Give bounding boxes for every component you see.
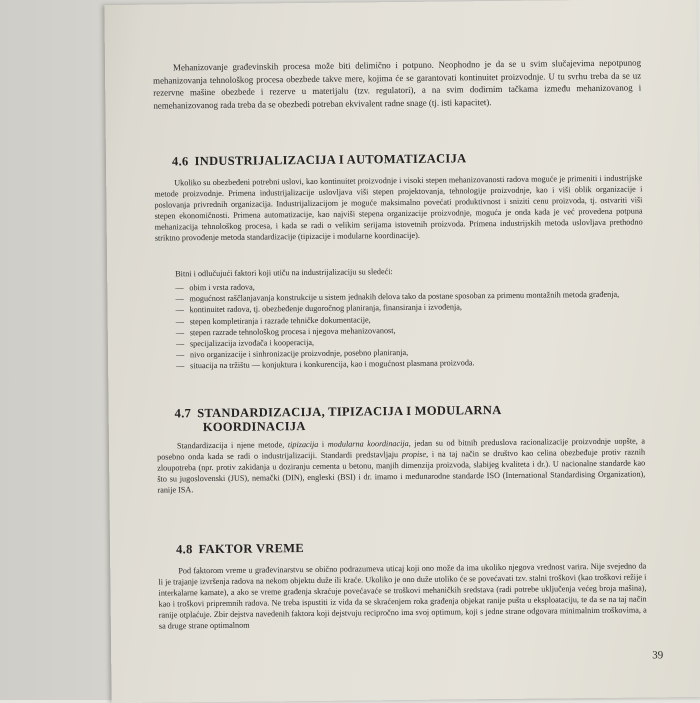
list-item: — mogućnost raščlanjavanja konstrukcije u sistem jednakih delova tako da postane sposoban za primenu montažnih metoda građenja, [175,289,645,305]
standardization-paragraph [157,435,646,496]
list-item: — nivo organizacije i sinhronizacije proizvodnje, posebno planiranja, [176,345,646,361]
section-number: 4.8 [175,542,193,557]
section-title-line1: STANDARDIZACIJA, TIPIZACIJA I MODULARNA [197,402,502,421]
section-heading-4-8 [176,541,304,557]
page-number: 39 [652,649,664,662]
emphasis-tipizacija: tipizacija [287,439,319,450]
intro-paragraph: Mehanizovanje građevinskih procesa može biti delimično i potpuno. Neophodno je da se u svim slučajevima nepotpunog mehanizovanja tehnološkog procesa obezbede takve mere, kojima će se garantovati kontinuitet proizvodnje. U tu svrhu treba da se uz rezervne mašine obezbede i rezerve u materijalu (tzv. regulatori), a na svim dodirnim tačkama između mehanizovanog i nemehanizovanog rada treba da se obezbedi potreban ekvivalent radne snage (tj. isti kapacitet). [153,57,642,111]
list-item: — specijalizacija izvođača i kooperacija, [176,333,646,349]
industrialization-paragraph: Ukoliko su obezbeđeni potrebni uslovi, kao kontinuitet proizvodnje i visoki stepen mehanizovanosti radova moguće je primeniti i industrijske metode proizvodnje. Primena industrijalizacije uslovljava viši stepen projektovanja, tehnologije proizvodnje, kao i viši oblik organizacije i poslovanja privrednih organizacija. Industrijalizacijom je moguće maksimalno povećati produktivnost i sniziti cenu proizvoda, tj. ostvariti viši stepen ekonomičnosti. Primena automatizacije, kao najviši stepena organizacije proizvodnje, moguća je onda kada je već provedena potpuna mehanizacija tehnološkog procesa, i kada se radi o velikim serijama istovetnih proizvoda. Primena industrijskih metoda uslovljava prethodno striktno provođenje metoda standardizacije (tipizacije i modularne koordinacije). [154,173,643,244]
list-item: — stepen kompletiranja i razrade tehničke dokumentacije, [176,311,646,327]
text-run: Standardizacija i njene metode, [176,440,288,451]
text-run: , i na taj način se društvo kao celina obezbeđuje protiv raznih zloupotreba (npr. protiv zakidanja u doziranju cementa u betonu, manjih dimenzija proizvoda, slabijeg kvaliteta i dr.). U nacionalne standarde kao što su jugoslovenski (JUS), nemački (DIN), engleski (BSI) i dr. imamo i međunarodne standarde ISO (International Standardising Organization), ranije ISA. [157,447,646,495]
section-number: 4.7 [174,406,192,421]
section-title: INDUSTRIJALIZACIJA I AUTOMATIZACIJA [194,151,467,169]
section-heading-4-6 [172,151,467,169]
section-number: 4.6 [171,154,189,169]
list-item: — kontinuitet radova, tj. obezbeđenje dugoročnog planiranja, finansiranja i izvođenja, [176,300,646,316]
list-item: — stepen razrade tehnološkog procesa i njegova mehanizovanost, [176,322,646,338]
book-page [104,0,700,703]
text-run: , jedan su od bitnih preduslova racionalizacije proizvodnje uopšte, a posebno onda kada se radi o industrijalizaciji. Standardi predstavljaju [157,436,646,462]
emphasis-modularna: modularna koordinacija [327,438,409,449]
text-run: i [318,439,328,449]
factors-list [175,277,646,372]
emphasis-propise: propise [401,449,427,460]
section-heading-4-7 [175,403,535,435]
time-factor-paragraph: Pod faktorom vreme u građevinarstvu se obično podrazumeva uticaj koji ono može da ima ukoliko njegova vrednost varira. Nije svejedno da li je trajanje izvršenja radova na nekom objektu duže ili kraće. Ukoliko je ono duže utoliko će se povećavati tzv. stalni troškovi (kao troškovi režije i interkalarne kamate), a ako se vreme građenja skraćuje povećavaće se troškovi mehaničkih sredstava (radi potrebe uključenja većeg broja mašina), kao i troškovi pripremnih radova. Ne treba ispustiti iz vida da se skraćenjem roka građenja objekat ranije pušta u eksploataciju, te da se na taj način ranije otplaćuje. Zbir dejstva navedenih faktora koji dejstvuju recipročno ima svoj optimum, koji s jedne strane odgovara minimalnim troškovima, a sa druge strane optimalnom [158,561,647,632]
list-item: — obim i vrsta radova, [175,277,645,293]
list-item: — situacija na tržištu — konjuktura i konkurencija, kao i mogućnost plasmana proizvoda. [176,356,646,372]
factors-intro-paragraph: Bitni i odlučujući faktori koji utiču na industrijalizaciju su sledeći: [175,267,393,279]
section-title-line2: KOORDINACIJA [202,419,306,435]
section-title: FAKTOR VREME [198,541,305,557]
